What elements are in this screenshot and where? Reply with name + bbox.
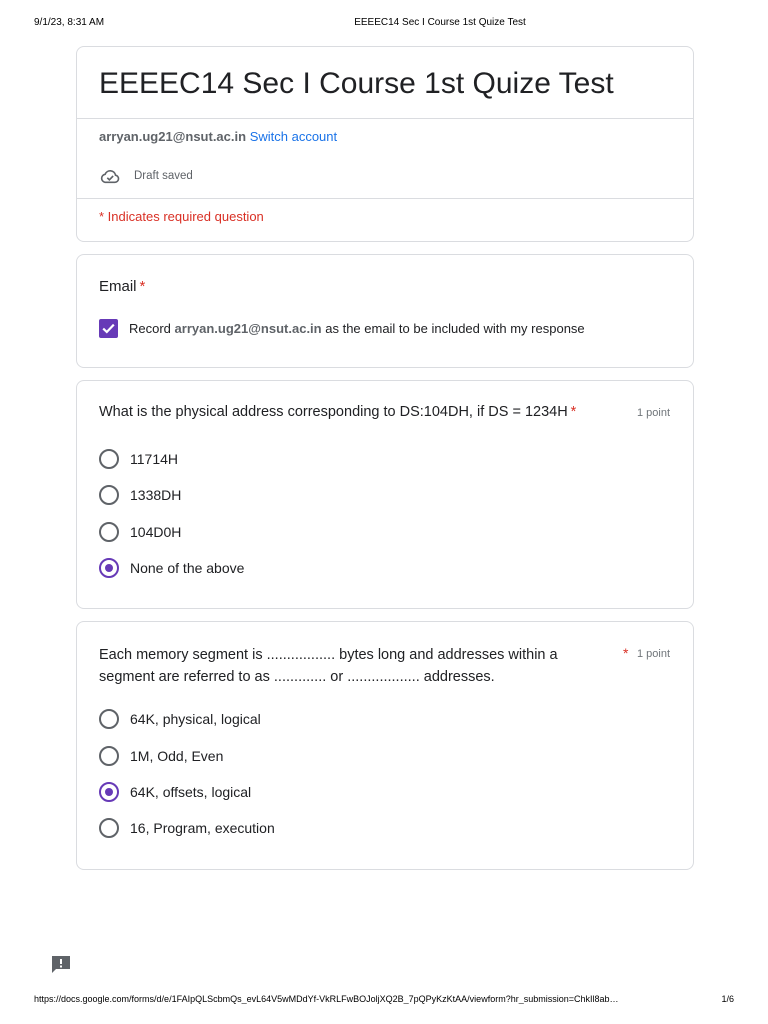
draft-status-text: Draft saved bbox=[134, 170, 193, 182]
required-star: * bbox=[139, 278, 146, 295]
question-text: What is the physical address corresponding to DS:104DH, if DS = 1234H bbox=[99, 404, 568, 420]
option-label: 1338DH bbox=[130, 487, 182, 503]
radio-button[interactable] bbox=[99, 485, 119, 505]
radio-button-selected[interactable] bbox=[99, 558, 119, 578]
form-header-card bbox=[76, 46, 694, 242]
record-prefix: Record bbox=[129, 321, 171, 336]
email-question-label bbox=[99, 278, 145, 295]
cloud-check-icon bbox=[99, 167, 121, 185]
radio-option[interactable] bbox=[99, 745, 223, 767]
checkmark-icon bbox=[102, 323, 115, 334]
radio-option[interactable] bbox=[99, 521, 181, 543]
question-text: Each memory segment is ................. bytes long and addresses within a segment are referred to as ............. or .................. addresses. bbox=[99, 647, 558, 685]
form-title: EEEEC14 Sec I Course 1st Quize Test bbox=[99, 67, 614, 100]
print-title: EEEEC14 Sec I Course 1st Quize Test bbox=[354, 17, 526, 28]
record-email-checkbox[interactable] bbox=[99, 319, 118, 338]
record-email-checkbox-row[interactable] bbox=[99, 319, 585, 338]
option-label: 11714H bbox=[130, 451, 179, 467]
required-note: * Indicates required question bbox=[99, 209, 264, 224]
radio-button[interactable] bbox=[99, 746, 119, 766]
question-1-label bbox=[99, 404, 576, 420]
record-suffix: as the email to be included with my response bbox=[325, 321, 585, 336]
option-label: 104D0H bbox=[130, 524, 182, 540]
print-footer bbox=[0, 994, 768, 1008]
divider bbox=[77, 198, 693, 199]
question-text: Email bbox=[99, 278, 137, 295]
radio-option[interactable] bbox=[99, 484, 181, 506]
radio-button-selected[interactable] bbox=[99, 782, 119, 802]
switch-account-link[interactable]: Switch account bbox=[249, 129, 338, 144]
feedback-icon[interactable] bbox=[50, 954, 72, 974]
question-card-1 bbox=[76, 380, 694, 609]
option-label: 16, Program, execution bbox=[130, 820, 275, 836]
radio-button[interactable] bbox=[99, 522, 119, 542]
email-question-card bbox=[76, 254, 694, 368]
points-label: 1 point bbox=[636, 648, 670, 660]
account-row bbox=[99, 129, 337, 144]
draft-status bbox=[99, 166, 193, 186]
required-star: * bbox=[570, 404, 577, 420]
required-star: * bbox=[623, 645, 629, 661]
option-label: 1M, Odd, Even bbox=[130, 748, 224, 764]
radio-option[interactable] bbox=[99, 557, 244, 579]
option-label: 64K, offsets, logical bbox=[130, 784, 252, 800]
print-header bbox=[0, 17, 768, 31]
radio-button[interactable] bbox=[99, 818, 119, 838]
record-email-label bbox=[129, 321, 585, 336]
radio-button[interactable] bbox=[99, 709, 119, 729]
print-datetime: 9/1/23, 8:31 AM bbox=[34, 17, 105, 28]
record-email: arryan.ug21@nsut.ac.in bbox=[174, 321, 322, 336]
option-label: None of the above bbox=[130, 560, 245, 576]
question-card-2 bbox=[76, 621, 694, 870]
print-url: https://docs.google.com/forms/d/e/1FAIpQLScbmQs_evL64V5wMDdYf-VkRLFwBOJoljXQ2B_7pQPyKzKtAA/viewform?hr_submission=ChkIl8ab… bbox=[34, 994, 619, 1004]
option-label: 64K, physical, logical bbox=[130, 711, 261, 727]
divider bbox=[77, 118, 693, 119]
radio-option[interactable] bbox=[99, 817, 275, 839]
radio-button[interactable] bbox=[99, 449, 119, 469]
radio-option[interactable] bbox=[99, 448, 178, 470]
radio-option[interactable] bbox=[99, 781, 251, 803]
page-number: 1/6 bbox=[721, 994, 734, 1004]
points-label: 1 point bbox=[636, 407, 670, 419]
radio-option[interactable] bbox=[99, 708, 261, 730]
account-email: arryan.ug21@nsut.ac.in bbox=[99, 129, 247, 144]
